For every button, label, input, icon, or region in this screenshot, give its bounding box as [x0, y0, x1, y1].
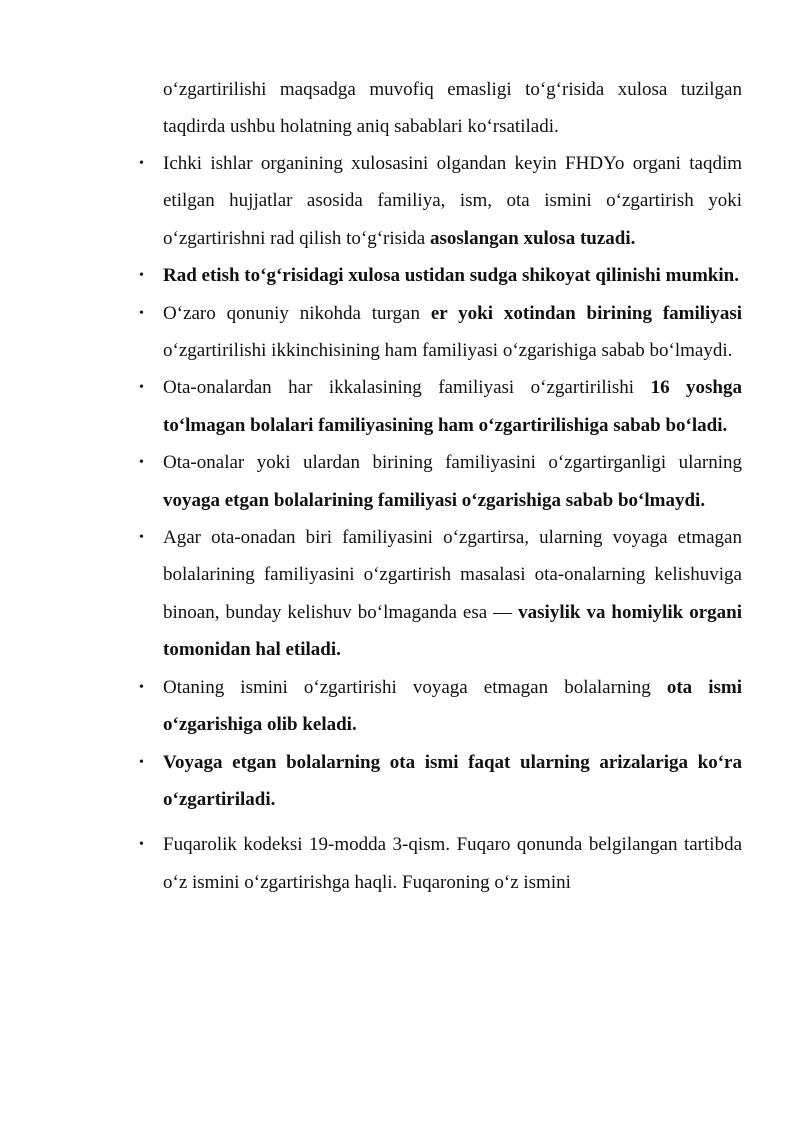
continuation-paragraph: oʻzgartirilishi maqsadga muvofiq emasligi toʻgʻrisida xulosa tuzilgan taqdirda ushbu holatning aniq sabablari koʻrsatiladi. — [163, 79, 742, 138]
bullet-icon: • — [139, 530, 144, 546]
bullet-list — [139, 145, 742, 901]
bullet-icon: • — [139, 305, 144, 321]
list-item: • Otaning ismini oʻzgartirishi voyaga etmagan bolalarning ota ismi oʻzgarishiga olib keladi. — [163, 669, 742, 744]
list-item: • Ichki ishlar organining xulosasini olgandan keyin FHDYo organi taqdim etilgan hujjatlar asosida familiya, ism, ota ismini oʻzgartirish yoki oʻzgartirishni rad qilish toʻgʻrisida asoslangan xulosa tuzadi. — [163, 145, 742, 257]
list-item: • Ota-onalar yoki ulardan birining familiyasini oʻzgartirganligi ularning voyaga etgan bolalarining familiyasi oʻzgarishiga sabab boʻlmaydi. — [163, 444, 742, 519]
list-item: • Ota-onalardan har ikkalasining familiyasi oʻzgartirilishi 16 yoshga toʻlmagan bolalari familiyasining ham oʻzgartirilishiga sabab boʻladi. — [163, 369, 742, 444]
list-item: • Rad etish toʻgʻrisidagi xulosa ustidan sudga shikoyat qilinishi mumkin. — [163, 257, 742, 294]
bullet-icon: • — [139, 455, 144, 471]
bullet-icon: • — [139, 837, 144, 853]
list-item: • Voyaga etgan bolalarning ota ismi faqat ularning arizalariga koʻra oʻzgartiriladi. — [163, 744, 742, 819]
bullet-icon: • — [139, 679, 144, 695]
bullet-icon: • — [139, 268, 144, 284]
bullet-icon: • — [139, 754, 144, 770]
list-item: • Fuqarolik kodeksi 19-modda 3-qism. Fuqaro qonunda belgilangan tartibda oʻz ismini oʻzgartirishga haqli. Fuqaroning oʻz ismini — [163, 826, 742, 901]
list-item: • Agar ota-onadan biri familiyasini oʻzgartirsa, ularning voyaga etmagan bolalarining familiyasini oʻzgartirish masalasi ota-onalarning kelishuviga binoan, bunday kelishuv boʻlmaganda esa — vasiylik va homiylik organi tomonidan hal etiladi. — [163, 519, 742, 669]
bullet-icon: • — [139, 380, 144, 396]
list-item: • Oʻzaro qonuniy nikohda turgan er yoki xotindan birining familiyasi oʻzgartirilishi ikkinchisining ham familiyasi oʻzgarishiga sabab boʻlmaydi. — [163, 295, 742, 370]
bullet-icon: • — [139, 156, 144, 171]
